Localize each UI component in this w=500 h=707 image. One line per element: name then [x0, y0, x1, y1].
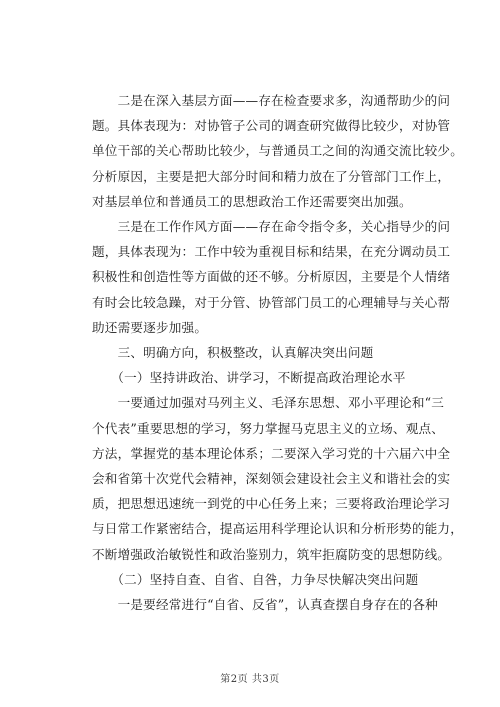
text-line: 一是要经常进行“自省、反省”，认真查摆自身存在的各种: [92, 597, 438, 613]
text-line: 二是在深入基层方面——存在检查要求多，沟通帮助少的问: [92, 93, 451, 108]
text-line: 质，把思想迅速统一到党的中心任务上来；三要将政治理论学习: [92, 496, 451, 512]
page-number-footer: 第2页 共3页: [220, 674, 280, 685]
text-line: 方法，掌握党的基本理论体系；二要深入学习党的十六届六中全: [92, 445, 451, 461]
text-line: 单位干部的关心帮助比较少，与普通员工之间的沟通交流比较少。: [92, 143, 464, 159]
text-line: 三是在工作作风方面——存在命令指令多，关心指导少的问: [92, 219, 451, 235]
body-text: [92, 88, 464, 617]
text-line: 题，具体表现为：工作中较为重视目标和结果，在充分调动员工: [92, 244, 451, 260]
text-line: 一要通过加强对马列主义、毛泽东思想、邓小平理论和“三: [92, 395, 445, 411]
section-heading: 三、明确方向，积极整改，认真解决突出问题: [92, 345, 374, 361]
text-line: 与日常工作紧密结合，提高运用科学理论认识和分析形势的能力，: [92, 521, 464, 537]
text-line: 助还需要逐步加强。: [92, 319, 208, 335]
text-line: 个代表”重要思想的学习，努力掌握马克思主义的立场、观点、: [92, 420, 445, 436]
subsection-heading: （二）坚持自查、自省、自咎，力争尽快解决突出问题: [92, 571, 419, 587]
subsection-heading: （一）坚持讲政治、讲学习，不断提高政治理论水平: [92, 370, 406, 386]
text-line: 有时会比较急躁，对于分管、协管部门员工的心理辅导与关心帮: [92, 294, 451, 310]
text-line: 对基层单位和普通员工的思想政治工作还需要突出加强。: [92, 193, 412, 209]
text-line: 不断增强政治敏锐性和政治鉴别力，筑牢拒腐防变的思想防线。: [92, 546, 451, 562]
text-line: 积极性和创造性等方面做的还不够。分析原因，主要是个人情绪: [92, 269, 451, 285]
document-body: [92, 88, 464, 617]
text-line: 会和省第十次党代会精神，深刻领会建设社会主义和谐社会的实: [92, 471, 451, 487]
text-line: 分析原因，主要是把大部分时间和精力放在了分管部门工作上，: [92, 168, 451, 184]
text-line: 题。具体表现为：对协管子公司的调查研究做得比较少，对协管: [92, 118, 451, 134]
